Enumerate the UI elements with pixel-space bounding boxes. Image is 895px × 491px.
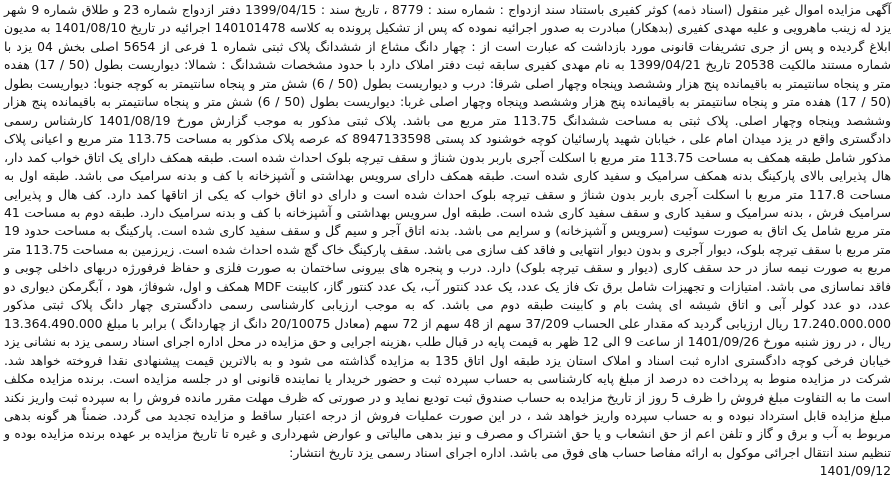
auction-notice xyxy=(4,1,891,481)
notice-body: آگهی مزایده اموال غیر منقول (اسناد ذمه) کوثر کفیری باستناد سند ازدواج : شماره سند : 8779 ، تاریخ سند : 1399/04/15 دفتر ازدواج شماره 23 و طلاق شماره 9 شهر یزد له زینب ماهرویی و علیه مهدی کفیری (بدهکار) مبادرت به صدور اجرائیه نموده که پس از تشکیل پرونده به کلاسه 140101478 اجرائیه در تاریخ 1401/08/10 به مدیون ابلاغ گردیده و پس از جری تشریفات قانونی مورد بازداشت که عبارت است از : چهار دانگ مشاع از ششدانگ پلاک ثبتی شماره 1 فرعی از 5654 اصلی بخش 04 یزد با شماره مستند مالکیت 20538 تاریخ 1399/04/21 به نام مهدی کفیری سابقه ثبت دفتر املاک دارد با حدود مشخصات ششدانگ : شمالا: دیواریست بطول (50 / 17) هفده متر و پنجاه سانتیمتر به باقیمانده پنج هزار وششصد وپنجاه وچهار اصلی شرقا: درب و دیواریست بطول (50 / 6) شش متر و پنجاه سانتیمتر به کوچه جنوبا: دیواریست بطول (50 / 17) هفده متر و پنجاه سانتیمتر به باقیمانده پنج هزار وششصد وپنجاه وچهار اصلی غربا: دیواریست بطول (50 / 6) شش متر و پنجاه سانتیمتر به باقیمانده پنج هزار وششصد وپنجاه وچهار اصلی. پلاک ثبتی به مساحت ششدانگ 113.75 متر مربع می باشد. پلاک ثبتی مذکور به موجب گزارش مورخ 1401/08/19 کارشناس رسمی دادگستری واقع در یزد میدان امام علی ، خیابان شهید پارسائیان کوچه خوشنود کد پستی 8947133598 که عرصه پلاک مذکور به مساحت 113.75 متر مربع و اعیانی پلاک مذکور شامل طبقه همکف به مساحت 113.75 متر مربع با اسکلت آجری باربر بدون شناژ و سقف تیرچه بلوک احداث شده است. طبقه همکف دارای یک اتاق خواب کمد دار، هال پذیرایی بالای پارکینگ بدنه همکف سرامیک و سفید کاری شده است. طبقه همکف دارای سرویس بهداشتی و آشپزخانه با کف و بدنه سرامیک می باشد. طبقه اول به مساحت 117.8 متر مربع با اسکلت آجری باربر بدون شناژ و سقف تیرچه بلوک احداث شده است و دارای دو اتاق خواب که یکی از اتاقها کمد دارد. کف هال و پذیرایی سرامیک فرش ، بدنه سرامیک و سفید کاری و سقف سفید کاری شده است. طبقه اول سرویس بهداشتی و آشپزخانه با کف و بدنه سرامیک دارد. طبقه دوم به مساحت 41 متر مربع شامل یک اتاق به صورت سوئیت (سرویس و آشپزخانه) و سرایم می باشد. بدنه اتاق آجر و سیم گل و سقف سفید کاری شده است. پارکینگ به مساحت حدود 19 متر مربع با سقف تیرچه بلوک، دیوار آجری و بدون دیوار انتهایی و فاقد کف سازی می باشد. سقف پارکینگ خاک گچ شده احداث شده است. زیرزمین به مساحت 113.75 متر مربع به صورت نیمه ساز در حد سقف کاری (دیوار و سقف تیرچه بلوک) دارد. درب و پنجره های بیرونی ساختمان به صورت فلزی و حفاظ فرفورژه دربهای داخلی چوبی و فاقد نماسازی می باشد. امتیازات و تجهیزات شامل برق تک فاز یک عدد، یک عدد کنتور آب، یک عدد کنتور گاز، کابینت MDF همکف و اول، شوفاژ، هود ، آبگرمکن دیواری دو عدد، دو عدد کولر آبی و اتاق شیشه ای پشت بام و کابینت طبقه دوم می باشد. که به موجب ارزیابی کارشناسی رسمی دادگستری چهار دانگ پلاک ثبتی مذکور 17.240.000.000 ریال ارزیابی گردید که مقدار علی الحساب 37/209 سهم از 48 سهم از 72 سهم (معادل 20/10075 دانگ از چهاردانگ ) برابر با مبلغ 13.364.490.000 ریال ، در روز شنبه مورخ 1401/09/26 از ساعت 9 الی 12 ظهر به قیمت پایه در قبال طلب ،هزینه اجرایی و حق مزایده در محل اداره اجرای اسناد رسمی یزد به نشانی یزد خیابان فرخی کوچه دادگستری اداره ثبت اسناد و املاک استان یزد طبقه اول اتاق 135 به مزایده گذاشته می شود و به بالاترین قیمت پیشنهادی نقدا فروخته خواهد شد. شرکت در مزایده منوط به پرداخت ده درصد از مبلغ پایه کارشناسی به حساب سپرده ثبت و حضور خریدار یا نماینده قانونی او در جلسه مزایده است. برنده مزایده مکلف است ما به التفاوت مبلغ فروش را ظرف 5 روز از تاریخ مزایده به حساب صندوق ثبت تودیع نماید و در صورتی که ظرف مهلت مقرر مانده فروش را به سپرده ثبت واریز نکند مبلغ مزایده قابل استرداد نبوده و به حساب سپرده واریز خواهد شد ، در این صورت عملیات فروش از درجه اعتبار ساقط و مزایده تجدید می گردد. ضمناً هر گونه بدهی مربوط به آب و برق و گاز و تلفن اعم از حق انشعاب و یا حق اشتراک و مصرف و نیز بدهی مالیاتی و عوارض شهرداری و غیره تا تاریخ مزایده بر عهده برنده مزایده بوده و تنظیم سند انتقال اجرائی موکول به ارائه مفاصا حساب های فوق می باشد. اداره اجرای اسناد رسمی یزد تاریخ انتشار: xyxy=(4,2,892,460)
publish-date: 1401/09/12 xyxy=(819,463,891,479)
